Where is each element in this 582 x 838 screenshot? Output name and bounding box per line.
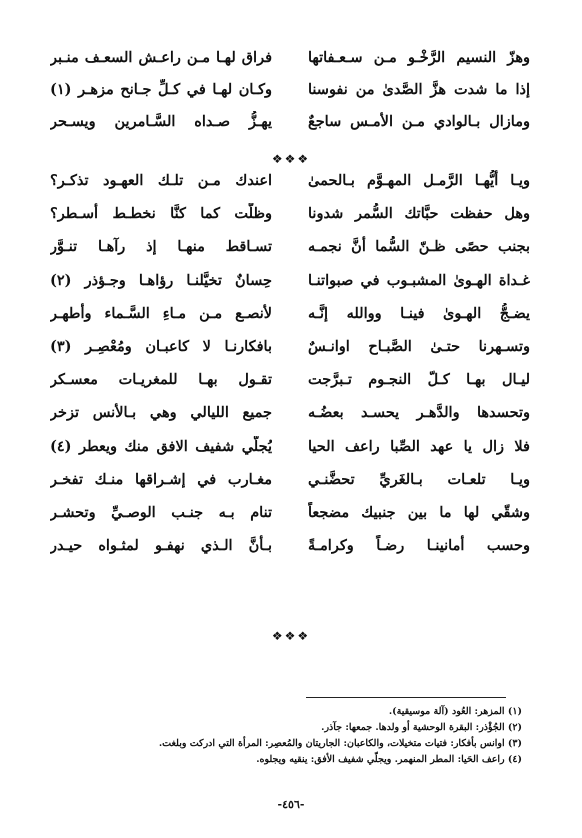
verse-first-hemistich: فلا زال يا عهد الصِّبا راعف الحيا: [308, 437, 530, 455]
verse-first-hemistich: ومازال بـالوادي مـن الأمـس ساجعٌ: [308, 113, 530, 130]
verse-first-hemistich: بجنب حصًى ظـنّ السُّما أنَّ نجمـه: [308, 238, 530, 256]
verse: [50, 336, 530, 369]
verse-first-hemistich: يضـجُّ الهـوىٰ فينـا ووالله إنَّـه: [308, 304, 530, 322]
verse-first-hemistich: وحسب أمانينـا رضـاً وكرامـةً: [308, 537, 530, 555]
verse: [50, 535, 530, 568]
verse-second-hemistich: تسـاقط منهـا إذ رآهـا تنـوَّر: [50, 238, 272, 256]
verse-second-hemistich: وكـان لهـا في كـلِّ جـانح مزهـر (١): [50, 81, 272, 98]
verse-second-hemistich: لأنصـع مـن مـاءِ السَّـماء وأطهـر: [50, 304, 272, 322]
verse-first-hemistich: ويـا أيُّهـا الرَّمـل المهـوَّم بـالحمىٰ: [308, 172, 530, 189]
verse-first-hemistich: وتسـهرنا حتـىٰ الصَّبـاح اوانـسٌ: [308, 337, 530, 355]
verse-first-hemistich: إذا ما شدت هزَّ الصَّدىٰ من نفوسنا: [308, 81, 530, 98]
verse-second-hemistich: جميع الليالي وهي بـالأنس تزخر: [50, 404, 272, 422]
verse-second-hemistich: مغـارب في إشـراقها منـك تفخـر: [50, 470, 272, 488]
verse: [50, 502, 530, 535]
footnote: (١) المزهر: العُود (آلة موسيقية).: [388, 706, 522, 717]
verse: [50, 170, 530, 203]
verse-second-hemistich: فراق لهـا مـن راعـش السعـف منـبر: [50, 49, 272, 66]
verse: [50, 203, 530, 236]
verse-second-hemistich: وظلَّت كما كنَّا نخطـط أسـطر؟: [50, 205, 272, 223]
verse: [50, 236, 530, 269]
verse-second-hemistich: بـأنَّ الـذي نهفـو لمثـواه حيـدر: [50, 537, 272, 555]
verse-second-hemistich: تنام بـه جنـب الوصـيِّ وتحشـر: [50, 503, 272, 521]
verse-first-hemistich: وهزّ النسيم الرَّخْـو مـن سـعـفاتها: [308, 49, 530, 66]
section-separator: ❖❖❖: [271, 152, 311, 166]
verse: [50, 79, 530, 111]
verse: [50, 469, 530, 502]
verse: [50, 402, 530, 435]
verse-second-hemistich: يهـزُّ صـداه السَّـامرين ويسـحر: [50, 113, 272, 130]
verse-second-hemistich: بافكارنـا لا كاعبـان ومُعْصِـر (٣): [50, 337, 272, 355]
footnotes: [60, 704, 522, 768]
verse: [50, 369, 530, 402]
footnote: (٢) الجُؤْذر: البقرة الوحشية أو ولدها. جمعها: جآذر.: [321, 722, 522, 733]
verse-first-hemistich: وهل حفظت حبَّاتك السُّمر شدونا: [308, 205, 530, 223]
verse: [50, 111, 530, 143]
verse-first-hemistich: وتحسدها والدَّهـر يحسـد بعضُـه: [308, 404, 530, 422]
footnote-divider: [306, 697, 506, 698]
verse: [50, 303, 530, 336]
footnote: (٣) اوانس بأفكار: فتيات متخيلات، والكاعبان: الجاريتان والمُعصِر: المرأة التي ادركت وبلغت.: [158, 738, 522, 749]
verse-first-hemistich: وشقّي لها ما بين جنبيك مضجعاً: [308, 503, 530, 521]
poem-stanza-1: [50, 47, 530, 143]
verse: [50, 47, 530, 79]
verse: [50, 270, 530, 303]
verse-first-hemistich: غـداة الهـوىٰ المشبـوب في صبواتنـا: [308, 271, 530, 289]
verse: [50, 436, 530, 469]
page-number: -٤٥٦-: [277, 798, 305, 811]
verse-second-hemistich: تقـول بهـا للمغريـات معسـكر: [50, 371, 272, 389]
verse-second-hemistich: حِسانٌ تخيَّلنـا رؤاهـا وجـؤذر (٢): [50, 271, 272, 289]
verse-second-hemistich: اعندك مـن تلـك العهـود تذكـر؟: [50, 172, 272, 189]
verse-first-hemistich: ليـال بهـا كـلّ النجـوم تـبرَّجت: [308, 371, 530, 389]
footnote: (٤) راعف الحَيا: المطر المنهمر. ويجلّي شفيف الأفق: ينقيه ويجلوه.: [256, 754, 522, 765]
poem-stanza-2: [50, 170, 530, 568]
verse-second-hemistich: يُجلّي شفيف الافق منك ويعطر (٤): [50, 437, 272, 455]
section-separator: ❖❖❖: [271, 629, 311, 643]
verse-first-hemistich: ويـا تلعـات بـالغَريِّ تحضَّنـي: [308, 470, 530, 488]
